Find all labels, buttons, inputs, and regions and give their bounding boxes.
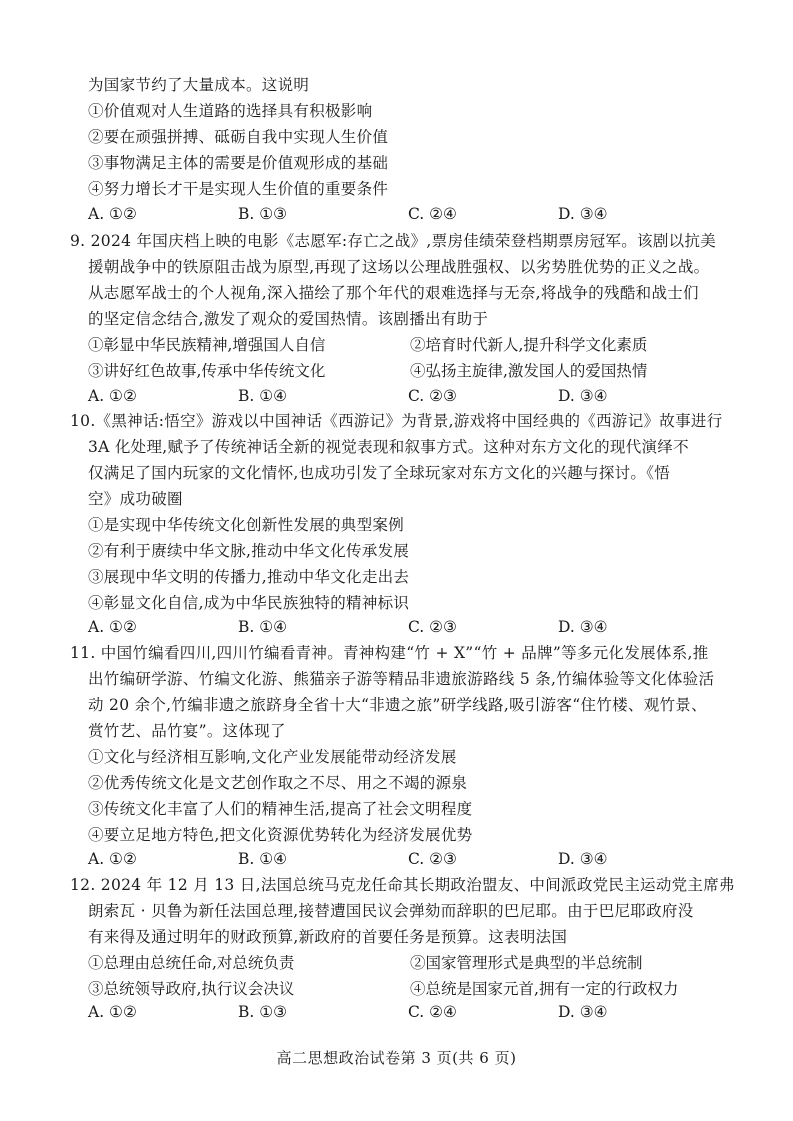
q11-stem-line-2: 出竹编研学游、竹编文化游、熊猫亲子游等精品非遗旅游路线 5 条,竹编体验等文化体验活 — [88, 670, 715, 688]
q10-statement-4: ④彰显文化自信,成为中华民族独特的精神标识 — [88, 594, 410, 612]
q11-option-c: C. ②③ — [408, 850, 457, 868]
q11-statement-3: ③传统文化丰富了人们的精神生活,提高了社会文明程度 — [88, 800, 473, 818]
page-footer: 高二思想政治试卷第 3 页(共 6 页) — [276, 1049, 517, 1067]
q9-statements-row-2 — [88, 358, 728, 384]
q11-statement-2: ②优秀传统文化是文艺创作取之不尽、用之不竭的源泉 — [88, 774, 468, 792]
q11-option-a: A. ①② — [88, 850, 137, 868]
q12-statement-1: ①总理由总统任命,对总统负责 — [88, 954, 295, 972]
q12-option-b: B. ①③ — [238, 1003, 288, 1021]
q12-stem-line-1: 12. 2024 年 12 月 13 日,法国总统马克龙任命其长期政治盟友、中间派政党民主运动党主席弗 — [70, 876, 735, 894]
question-8-tail: 为国家节约了大量成本。这说明 — [88, 76, 310, 94]
q8-option-d: D. ③④ — [558, 205, 608, 223]
q10-stem-line-1: 10.《黑神话:悟空》游戏以中国神话《西游记》为背景,游戏将中国经典的《西游记》故事进行 — [70, 412, 723, 430]
q9-option-b: B. ①④ — [238, 387, 288, 405]
q11-statement-1: ①文化与经济相互影响,文化产业发展能带动经济发展 — [88, 748, 457, 766]
q9-option-a: A. ①② — [88, 387, 137, 405]
q8-statement-1: ①价值观对人生道路的选择具有积极影响 — [88, 102, 373, 120]
q12-options — [88, 1000, 648, 1024]
q9-stem-line-1: 9. 2024 年国庆档上映的电影《志愿军:存亡之战》,票房佳绩荣登档期票房冠军。该剧以抗美 — [70, 232, 717, 250]
q10-stem-line-4: 空》成功破圈 — [88, 490, 183, 508]
q10-option-d: D. ③④ — [558, 618, 608, 636]
q8-options — [88, 202, 648, 226]
q10-statement-3: ③展现中华文明的传播力,推动中华文化走出去 — [88, 568, 410, 586]
q12-statements-row-1 — [88, 950, 728, 976]
q11-stem-line-3: 动 20 余个,竹编非遗之旅跻身全省十大“非遗之旅”研学线路,吸引游客“住竹楼、观竹景、 — [88, 696, 707, 714]
q10-stem-line-2: 3A 化处理,赋予了传统神话全新的视觉表现和叙事方式。这种对东方文化的现代演绎不 — [88, 438, 689, 456]
q10-stem-line-3: 仅满足了国内玩家的文化情怀,也成功引发了全球玩家对东方文化的兴趣与探讨。《悟 — [88, 464, 671, 482]
q9-statement-3: ③讲好红色故事,传承中华传统文化 — [88, 362, 326, 380]
q8-statement-3: ③事物满足主体的需要是价值观形成的基础 — [88, 154, 389, 172]
q12-option-c: C. ②④ — [408, 1003, 457, 1021]
q11-option-d: D. ③④ — [558, 850, 608, 868]
q12-statement-3: ③总统领导政府,执行议会决议 — [88, 980, 295, 998]
q9-option-d: D. ③④ — [558, 387, 608, 405]
q8-option-c: C. ②④ — [408, 205, 457, 223]
q9-statement-1: ①彰显中华民族精神,增强国人自信 — [88, 336, 326, 354]
q9-stem-line-2: 援朝战争中的铁原阻击战为原型,再现了这场以公理战胜强权、以劣势胜优势的正义之战。 — [88, 258, 710, 276]
q9-statement-4: ④弘扬主旋律,激发国人的爱国热情 — [410, 362, 648, 380]
q11-stem-line-4: 赏竹艺、品竹宴”。这体现了 — [88, 722, 286, 740]
q8-option-b: B. ①③ — [238, 205, 288, 223]
q12-stem-line-2: 朗索瓦 · 贝鲁为新任法国总理,接替遭国民议会弹劾而辞职的巴尼耶。由于巴尼耶政府没 — [88, 902, 694, 920]
q9-statement-2: ②培育时代新人,提升科学文化素质 — [410, 336, 648, 354]
q9-option-c: C. ②③ — [408, 387, 457, 405]
q11-option-b: B. ①④ — [238, 850, 288, 868]
q10-option-c: C. ②③ — [408, 618, 457, 636]
q10-option-b: B. ①④ — [238, 618, 288, 636]
q12-statement-2: ②国家管理形式是典型的半总统制 — [410, 954, 643, 972]
q8-statement-2: ②要在顽强拼搏、砥砺自我中实现人生价值 — [88, 128, 389, 146]
q12-statement-4: ④总统是国家元首,拥有一定的行政权力 — [410, 980, 679, 998]
q9-stem-line-3: 从志愿军战士的个人视角,深入描绘了那个年代的艰难选择与无奈,将战争的残酷和战士们 — [88, 284, 699, 302]
q12-option-d: D. ③④ — [558, 1003, 608, 1021]
q9-statements-row-1 — [88, 332, 728, 358]
q12-stem-line-3: 有来得及通过明年的财政预算,新政府的首要任务是预算。这表明法国 — [88, 928, 568, 946]
q11-stem-line-1: 11. 中国竹编看四川,四川竹编看青神。青神构建“竹 + X”“竹 + 品牌”等多元化发展体系,推 — [70, 644, 709, 662]
q10-statement-1: ①是实现中华传统文化创新性发展的典型案例 — [88, 516, 405, 534]
q12-statements-row-2 — [88, 976, 728, 1002]
q8-statement-4: ④努力增长才干是实现人生价值的重要条件 — [88, 180, 389, 198]
q10-statement-2: ②有利于赓续中华文脉,推动中华文化传承发展 — [88, 542, 410, 560]
q10-option-a: A. ①② — [88, 618, 137, 636]
q10-options — [88, 615, 648, 639]
q12-option-a: A. ①② — [88, 1003, 137, 1021]
q8-option-a: A. ①② — [88, 205, 137, 223]
q9-options — [88, 384, 648, 408]
q9-stem-line-4: 的坚定信念结合,激发了观众的爱国热情。该剧播出有助于 — [88, 310, 489, 328]
q11-options — [88, 847, 648, 871]
q11-statement-4: ④要立足地方特色,把文化资源优势转化为经济发展优势 — [88, 826, 473, 844]
